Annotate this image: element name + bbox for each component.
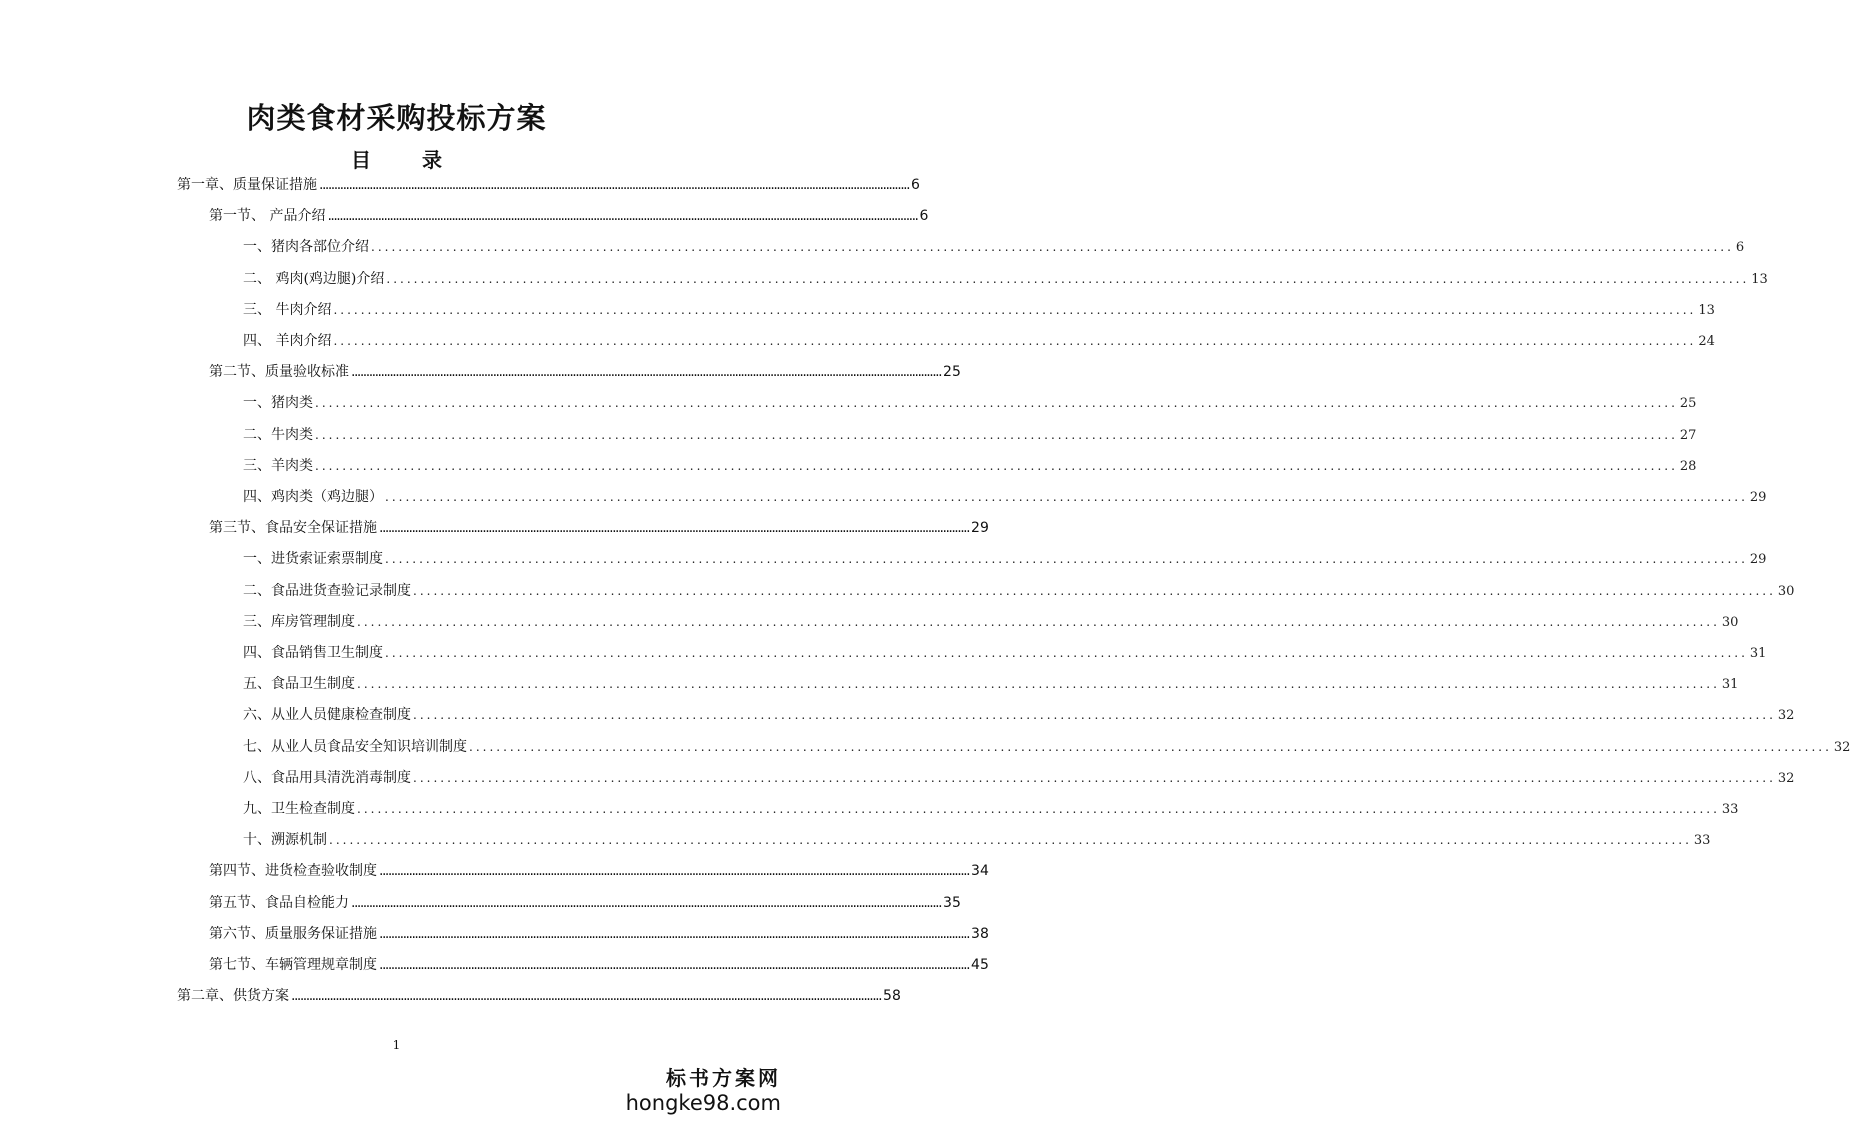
toc-entry-label: 十、溯源机制: [243, 832, 327, 849]
toc-entry[interactable]: [209, 923, 989, 945]
toc-entry[interactable]: [243, 798, 1739, 820]
toc-entry-page: 27: [1679, 427, 1697, 443]
toc-leader-dots: ........................................................................................................................................................................................................: [351, 894, 942, 911]
toc-entry-page: 38: [971, 925, 989, 942]
toc-entry[interactable]: [177, 174, 920, 196]
toc-leader-dots: ........................................................................................................................................................................................................: [379, 863, 970, 880]
toc-entry-label: 一、进货索证索票制度: [243, 551, 383, 568]
toc-entry[interactable]: [243, 767, 1795, 789]
toc-leader-dots: ........................................................................................................................................................................................................: [333, 334, 1697, 348]
toc-entry-label: 六、从业人员健康检查制度: [243, 707, 411, 724]
toc-leader-dots: ........................................................................................................................................................................................................: [379, 520, 970, 537]
toc-entry[interactable]: [243, 299, 1715, 321]
toc-leader-dots: ........................................................................................................................................................................................................: [413, 708, 1776, 723]
toc-entry-label: 第一节、 产品介绍: [209, 208, 326, 225]
toc-entry-label: 五、食品卫生制度: [243, 676, 355, 693]
toc-entry-page: 33: [1721, 802, 1739, 817]
toc-entry-label: 二、食品进货查验记录制度: [243, 582, 411, 599]
toc-leader-dots: ........................................................................................................................................................................................................: [329, 833, 1692, 848]
toc-entry-label: 四、 羊肉介绍: [243, 333, 332, 349]
toc-leader-dots: ........................................................................................................................................................................................................: [357, 677, 1720, 692]
toc-entry-page: 24: [1698, 334, 1715, 349]
toc-entry-label: 二、牛肉类: [243, 426, 313, 443]
toc-leader-dots: ........................................................................................................................................................................................................: [469, 739, 1832, 754]
toc-entry[interactable]: [243, 673, 1739, 695]
toc-entry[interactable]: [209, 205, 929, 227]
toc-leader-dots: ........................................................................................................................................................................................................: [351, 364, 942, 381]
toc-entry-label: 第六节、质量服务保证措施: [209, 925, 377, 942]
toc-entry-label: 第四节、进货检查验收制度: [209, 863, 377, 880]
toc-entry-page: 32: [1833, 739, 1850, 755]
toc-leader-dots: ........................................................................................................................................................................................................: [379, 925, 970, 942]
toc-entry[interactable]: [243, 580, 1795, 602]
toc-leader-dots: ........................................................................................................................................................................................................: [385, 552, 1748, 567]
toc-entry-page: 31: [1749, 646, 1767, 661]
toc-entry-page: 29: [1749, 552, 1767, 568]
toc-leader-dots: ........................................................................................................................................................................................................: [327, 208, 918, 225]
toc-heading: 目 录: [351, 148, 464, 172]
toc-entry[interactable]: [243, 392, 1697, 414]
toc-entry[interactable]: [243, 548, 1767, 570]
toc-entry-page: 13: [1698, 302, 1715, 318]
toc-entry-label: 二、 鸡肉(鸡边腿)介绍: [243, 270, 385, 287]
toc-leader-dots: ........................................................................................................................................................................................................: [413, 770, 1776, 785]
toc-entry-page: 30: [1777, 583, 1795, 599]
watermark: [626, 1066, 781, 1116]
toc-entry-label: 一、猪肉各部位介绍: [243, 239, 369, 256]
toc-entry-label: 第一章、质量保证措施: [177, 177, 317, 193]
toc-entry-page: 45: [971, 957, 989, 973]
toc-entry-label: 一、猪肉类: [243, 395, 313, 412]
toc-leader-dots: ........................................................................................................................................................................................................: [379, 957, 970, 973]
toc-entry-label: 八、食品用具清洗消毒制度: [243, 769, 411, 786]
toc-entry-page: 28: [1679, 458, 1697, 474]
toc-entry-page: 30: [1721, 614, 1739, 630]
toc-leader-dots: ........................................................................................................................................................................................................: [371, 240, 1734, 255]
toc-leader-dots: ........................................................................................................................................................................................................: [319, 177, 910, 193]
watermark-name: 标书方案网: [666, 1066, 781, 1090]
toc-entry-page: 29: [971, 520, 989, 537]
toc-entry-label: 三、 牛肉介绍: [243, 301, 332, 318]
toc-entry-label: 第五节、食品自检能力: [209, 894, 349, 911]
toc-entry-page: 32: [1777, 708, 1795, 724]
toc-entry[interactable]: [209, 860, 989, 882]
toc-entry-page: 25: [943, 364, 961, 381]
toc-entry[interactable]: [243, 268, 1768, 290]
toc-entry-label: 四、食品销售卫生制度: [243, 645, 383, 661]
toc-entry-label: 四、鸡肉类（鸡边腿）: [243, 489, 383, 505]
toc-entry[interactable]: [209, 361, 961, 383]
toc-leader-dots: ........................................................................................................................................................................................................: [315, 458, 1678, 473]
toc-entry-page: 6: [911, 177, 920, 193]
toc-entry-page: 31: [1721, 677, 1739, 693]
toc-entry[interactable]: [243, 455, 1697, 477]
watermark-url: hongke98.com: [625, 1091, 781, 1115]
toc-entry-label: 九、卫生检查制度: [243, 801, 355, 817]
toc-leader-dots: ........................................................................................................................................................................................................: [385, 646, 1748, 660]
toc-entry[interactable]: [243, 611, 1739, 633]
toc-entry-label: 第七节、车辆管理规章制度: [209, 957, 377, 973]
toc-entry-label: 七、从业人员食品安全知识培训制度: [243, 738, 467, 755]
toc-entry[interactable]: [243, 642, 1767, 664]
toc-leader-dots: ........................................................................................................................................................................................................: [413, 583, 1776, 598]
toc-entry[interactable]: [243, 486, 1767, 508]
toc-leader-dots: ........................................................................................................................................................................................................: [315, 427, 1678, 442]
toc-entry-page: 32: [1777, 770, 1795, 786]
toc-leader-dots: ........................................................................................................................................................................................................: [333, 302, 1697, 317]
toc-entry-label: 三、库房管理制度: [243, 613, 355, 630]
toc-entry-label: 第二节、质量验收标准: [209, 364, 349, 381]
toc-entry[interactable]: [243, 704, 1795, 726]
toc-leader-dots: ........................................................................................................................................................................................................: [386, 271, 1750, 286]
toc-entry[interactable]: [209, 954, 989, 976]
toc-entry[interactable]: [243, 424, 1697, 446]
document-title: 肉类食材采购投标方案: [246, 101, 547, 135]
toc-entry-page: 29: [1749, 490, 1767, 505]
toc-entry-page: 34: [971, 863, 989, 880]
toc-entry-page: 25: [1679, 396, 1697, 412]
toc-entry[interactable]: [209, 892, 961, 914]
toc-entry[interactable]: [243, 236, 1745, 258]
toc-entry-label: 第二章、供货方案: [177, 988, 289, 1005]
toc-entry-page: 35: [943, 894, 961, 911]
toc-entry[interactable]: [243, 330, 1715, 352]
toc-entry-page: 6: [1735, 240, 1745, 256]
toc-leader-dots: ........................................................................................................................................................................................................: [315, 396, 1678, 411]
toc-entry-label: 三、羊肉类: [243, 457, 313, 474]
page-number: 1: [392, 1038, 401, 1052]
toc-leader-dots: ........................................................................................................................................................................................................: [291, 988, 882, 1005]
toc-entry-label: 第三节、食品安全保证措施: [209, 520, 377, 537]
toc-leader-dots: ........................................................................................................................................................................................................: [357, 614, 1720, 629]
toc-entry[interactable]: [209, 517, 989, 539]
toc-entry-page: 13: [1751, 271, 1768, 287]
toc-entry-page: 58: [883, 988, 901, 1005]
toc-leader-dots: ........................................................................................................................................................................................................: [357, 802, 1720, 816]
toc-entry[interactable]: [243, 736, 1850, 758]
toc-entry-page: 33: [1693, 833, 1711, 849]
toc-entry[interactable]: [243, 829, 1711, 851]
toc-entry[interactable]: [177, 985, 901, 1007]
toc-entry-page: 6: [919, 208, 929, 225]
toc-leader-dots: ........................................................................................................................................................................................................: [385, 490, 1748, 504]
